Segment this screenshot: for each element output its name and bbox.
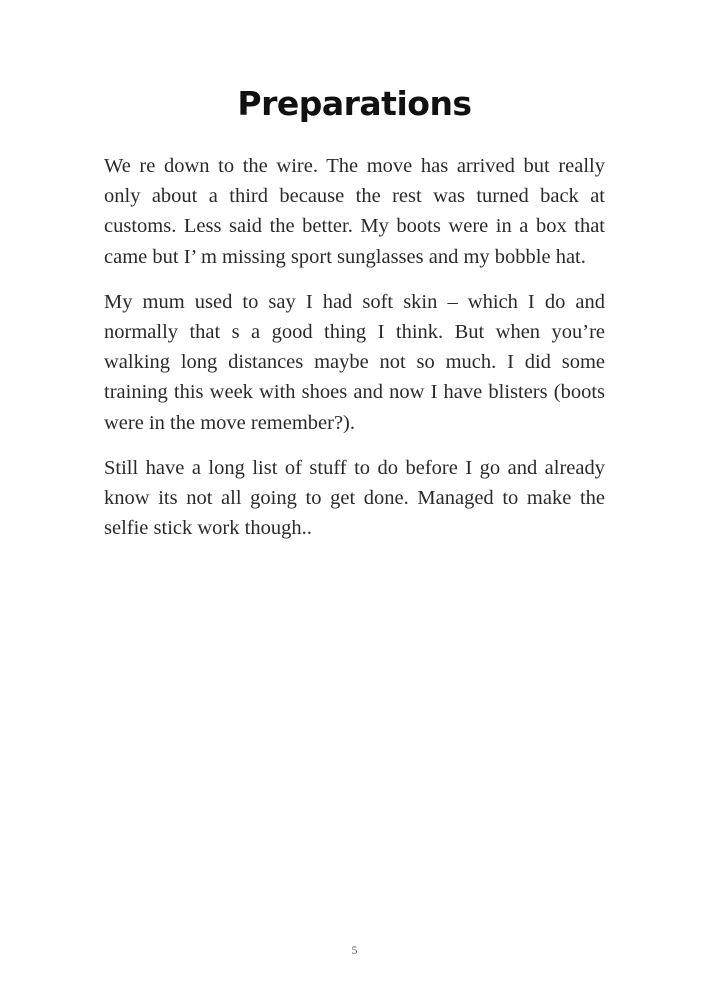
- page-number: 5: [351, 943, 358, 957]
- paragraph-3: Still have a long list of stuff to do before I go and already know its not all going to get done. Managed to make the selfie stick work though..: [104, 456, 605, 540]
- paragraph-1: We re down to the wire. The move has arrived but really only about a third because the rest was turned back at customs. Less said the better. My boots were in a box that came but I’ m missing sport sunglasses and my bobble hat.: [104, 155, 605, 268]
- page-title: Preparations: [237, 84, 472, 123]
- body-text: [104, 151, 605, 558]
- paragraph-2: My mum used to say I had soft skin – which I do and normally that s a good thing I think. But when you’re walking long distances maybe not so much. I did some training this week with shoes and now I have blisters (boots were in the move remember?).: [104, 290, 605, 434]
